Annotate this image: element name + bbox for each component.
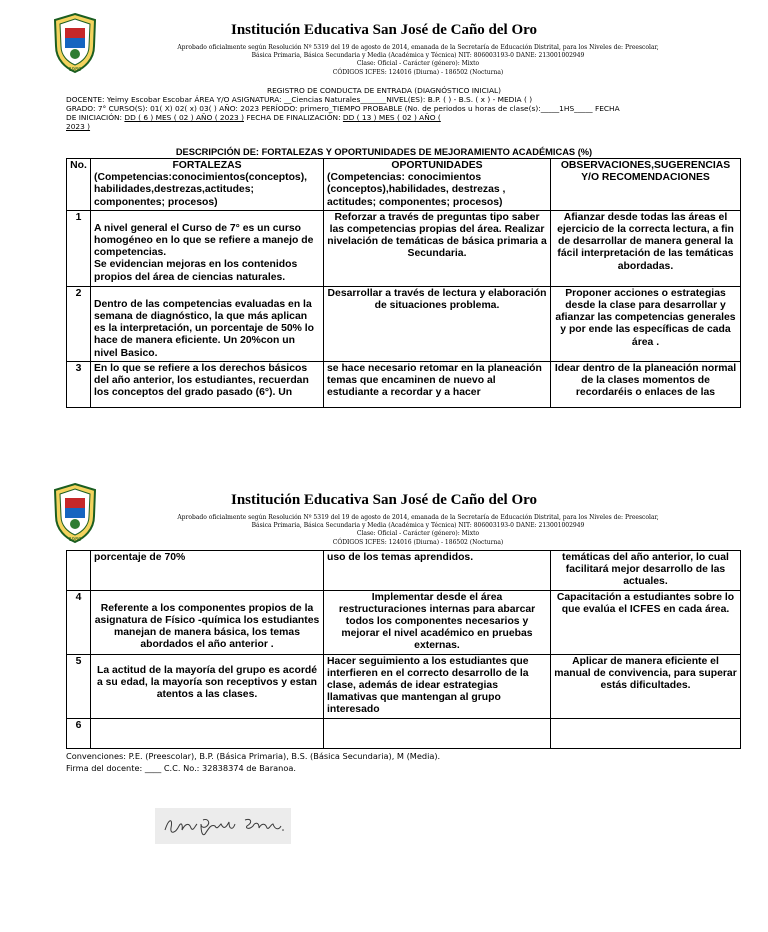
row-oportunidades: uso de los temas aprendidos.: [324, 551, 551, 591]
row-observaciones: Proponer acciones o estrategias desde la clase para desarrollar y afianzar las competencias generales y por ende las específicas de cada área .: [551, 286, 741, 361]
approval-line-2: Básica Primaria, Básica Secundaria y Media (Académica y Técnica) NIT: 806003193-0 DANE: 213001002949: [251, 52, 585, 60]
row-observaciones: [551, 718, 741, 748]
fechas-line: [66, 113, 726, 122]
svg-text:1980: 1980: [68, 537, 82, 543]
row-oportunidades: Reforzar a través de preguntas tipo saber las competencias propias del área. Realizar nivelación de temáticas de básica primaria a Secundaria.: [324, 210, 551, 286]
approval-line-4: CÓDIGOS ICFES: 124016 (Diurna) - 186502 (Nocturna): [332, 538, 504, 546]
row-fortalezas: Referente a los componentes propios de la asignatura de Físico -química los estudiantes manejan de manera básica, los temas abordados el año anterior .: [91, 590, 324, 654]
row-no: [67, 551, 91, 591]
signature-image: [155, 808, 291, 844]
row-no: 6: [67, 718, 91, 748]
section-title: DESCRIPCIÓN DE: FORTALEZAS Y OPORTUNIDADES DE MEJORAMIENTO ACADÉMICAS (%): [175, 147, 593, 157]
row-observaciones: Aplicar de manera eficiente el manual de convivencia, para superar estás dificultades.: [551, 654, 741, 718]
row-oportunidades: Hacer seguimiento a los estudiantes que interfieren en el correcto desarrollo de la clase, además de idear estrategias llamativas que mantengan al grupo interesado: [324, 654, 551, 718]
diagnostic-table-page-2: [66, 550, 741, 749]
row-fortalezas: A nivel general el Curso de 7° es un curso homogéneo en lo que se refiere a manejo de competencias. Se evidencian mejoras en los contenidos propios del área de ciencias naturales.: [91, 210, 324, 286]
grado-line: GRADO: 7° CURSO(S): 01( X) 02( x) 03( ) AÑO: 2023 PERÍODO: primero_TIEMPO PROBABLE (No. de periodos u horas de clase(s):_____1HS_____ FECHA: [66, 104, 620, 113]
approval-text: [108, 514, 728, 547]
header-oportunidades: OPORTUNIDADES (Competencias: conocimientos (conceptos),habilidades, destrezas , actitudes; componentes; procesos): [324, 159, 551, 211]
table-row: [67, 551, 741, 591]
row-fortalezas: La actitud de la mayoría del grupo es acordé a su edad, la mayoría son receptivos y estan atentos a las clases.: [91, 654, 324, 718]
row-oportunidades: [324, 718, 551, 748]
fecha-fin-value: DD ( 13 ) MES ( 02 ) AÑO (: [342, 113, 441, 122]
diagnostic-table-page-1: [66, 158, 741, 408]
register-title: REGISTRO DE CONDUCTA DE ENTRADA (DIAGNÓSTICO INICIAL): [266, 86, 502, 95]
row-fortalezas: En lo que se refiere a los derechos básicos del año anterior, los estudiantes, recuerdan los conceptos del grado pasado (6°). Un: [91, 361, 324, 407]
page-1: [0, 12, 768, 92]
row-no: 1: [67, 210, 91, 286]
row-no: 5: [67, 654, 91, 718]
table-row: [67, 590, 741, 654]
row-no: 4: [67, 590, 91, 654]
row-fortalezas: [91, 718, 324, 748]
row-observaciones: Afianzar desde todas las áreas el ejercicio de la correcta lectura, a fin de desarrollar de manera general la fácil interpretación de las temáticas abordadas.: [551, 210, 741, 286]
row-oportunidades: Desarrollar a través de lectura y elaboración de situaciones problema.: [324, 286, 551, 361]
institution-name: Institución Educativa San José de Caño del Oro: [230, 22, 538, 38]
approval-line-1: Aprobado oficialmente según Resolución Nº 5319 del 19 de agosto de 2014, emanada de la Secretaría de Educación Distrital, para los Niveles de: Preescolar,: [177, 44, 659, 51]
fecha-inicio-label: DE INICIACIÓN:: [66, 113, 125, 122]
row-observaciones: Idear dentro de la planeación normal de la clases momentos de recordaréis o enlaces de las: [551, 361, 741, 407]
header-no: No.: [67, 159, 91, 211]
table-row: [67, 654, 741, 718]
approval-text: [108, 44, 728, 77]
header-fortalezas: FORTALEZAS (Competencias:conocimientos(conceptos), habilidades,destrezas,actitudes; componentes; procesos): [91, 159, 324, 211]
fecha-inicio-value: DD ( 6 ) MES ( 02 ) AÑO ( 2023 ): [124, 113, 244, 122]
row-no: 2: [67, 286, 91, 361]
row-observaciones: temáticas del año anterior, lo cual facilitará mejor desarrollo de las actuales.: [551, 551, 741, 591]
table-header-row: [67, 159, 741, 211]
page-header: [0, 12, 768, 92]
approval-line-3: Clase: Oficial - Carácter (género): Mixto: [356, 60, 480, 68]
approval-line-3: Clase: Oficial - Carácter (género): Mixto: [356, 530, 480, 538]
signature-line: Firma del docente: ____ C.C. No.: 32838374 de Baranoa.: [66, 763, 296, 773]
row-oportunidades: se hace necesario retomar en la planeación temas que encaminen de nuevo al estudiante a recordar y a hacer: [324, 361, 551, 407]
table-row: [67, 286, 741, 361]
header-observaciones: OBSERVACIONES,SUGERENCIAS Y/O RECOMENDACIONES: [551, 159, 741, 211]
approval-line-4: CÓDIGOS ICFES: 124016 (Diurna) - 186502 (Nocturna): [332, 68, 504, 76]
table-row: [67, 718, 741, 748]
approval-line-1: Aprobado oficialmente según Resolución Nº 5319 del 19 de agosto de 2014, emanada de la Secretaría de Educación Distrital, para los Niveles de: Preescolar,: [177, 514, 659, 521]
row-oportunidades: Implementar desde el área restructuraciones internas para abarcar todos los componentes necesarios y mejorar el nivel académico en pruebas externas.: [324, 590, 551, 654]
approval-line-2: Básica Primaria, Básica Secundaria y Media (Académica y Técnica) NIT: 806003193-0 DANE: 213001002949: [251, 522, 585, 530]
handwritten-signature: [155, 808, 291, 844]
table-row: [67, 361, 741, 407]
docente-line: DOCENTE: Yeimy Escobar Escobar ÁREA Y/O ASIGNATURA: __Ciencias Naturales_______NIVEL(ES): B.P. ( ) - B.S. ( x ) - MEDIA ( ): [66, 95, 533, 104]
year-end: 2023 ): [66, 122, 91, 131]
conventions-text: Convenciones: P.E. (Preescolar), B.P. (Básica Primaria), B.S. (Básica Secundaria), M (Media).: [66, 751, 441, 761]
form-info: [66, 86, 726, 131]
institution-name: Institución Educativa San José de Caño del Oro: [230, 492, 538, 508]
svg-text:1980: 1980: [68, 67, 82, 73]
row-no: 3: [67, 361, 91, 407]
row-observaciones: Capacitación a estudiantes sobre lo que evalúa el ICFES en cada área.: [551, 590, 741, 654]
fecha-fin-label: FECHA DE FINALIZACIÓN:: [243, 113, 343, 122]
row-fortalezas: porcentaje de 70%: [91, 551, 324, 591]
row-fortalezas: Dentro de las competencias evaluadas en la semana de diagnóstico, la que más aplican es la interpretación, un porcentaje de 50% lo hace de manera eficiente. Un 20%con un nivel Basico.: [91, 286, 324, 361]
table-row: [67, 210, 741, 286]
